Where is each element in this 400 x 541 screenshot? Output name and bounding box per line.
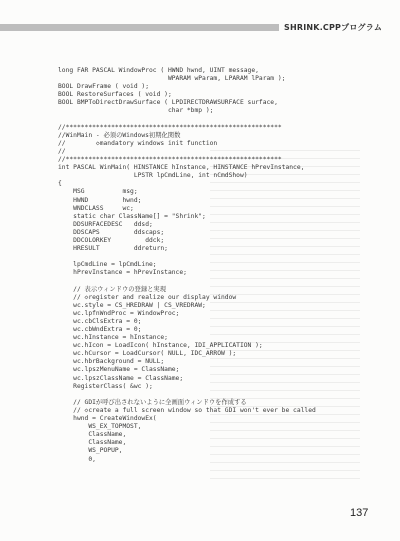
code-listing bbox=[58, 67, 348, 464]
code-line: wc.cbClsExtra = 0; bbox=[58, 317, 142, 325]
code-line: HWND hwnd; bbox=[58, 196, 142, 204]
code-line: WNDCLASS wc; bbox=[58, 204, 134, 212]
code-line: wc.lpszClassName = ClassName; bbox=[58, 374, 184, 382]
code-line: wc.lpszMenuName = ClassName; bbox=[58, 366, 180, 374]
code-line: WS_POPUP, bbox=[58, 447, 123, 455]
code-line: ClassName, bbox=[58, 439, 127, 447]
code-line: DDSURFACEDESC ddsd; bbox=[58, 220, 153, 228]
code-line: // ◇register and realize our display window bbox=[58, 293, 237, 301]
code-line: DDCOLORKEY ddck; bbox=[58, 236, 165, 244]
code-line: //********************************************************* bbox=[58, 156, 282, 164]
code-line: MSG msg; bbox=[58, 188, 138, 196]
code-line: { bbox=[58, 180, 62, 188]
code-line: wc.hIcon = LoadIcon( hInstance, IDI_APPLICATION ); bbox=[58, 342, 263, 350]
code-line: wc.cbWndExtra = 0; bbox=[58, 326, 142, 333]
code-line: //WinMain - 必須のWindows初期化関数 bbox=[58, 131, 181, 139]
code-line: char *bmp ); bbox=[58, 107, 214, 115]
code-line bbox=[58, 116, 348, 124]
code-line: BOOL BMPToDirectDrawSurface ( LPDIRECTDRAWSURFACE surface, bbox=[58, 99, 278, 107]
code-line: lpCmdLine = lpCmdLine; bbox=[58, 261, 157, 269]
code-line: wc.lpfnWndProc = WindowProc; bbox=[58, 309, 180, 317]
code-line: // ◇create a full screen window so that GDI won't ever be called bbox=[58, 406, 316, 414]
code-line: int PASCAL WinMain( HINSTANCE hInstance, HINSTANCE hPrevInstance, bbox=[58, 164, 305, 172]
code-line: HRESULT ddreturn; bbox=[58, 245, 168, 253]
code-line: //********************************************************* bbox=[58, 123, 282, 131]
code-line: long FAR PASCAL WindowProc ( HWND hwnd, UINT message, bbox=[58, 67, 259, 74]
code-line: static char ClassName[] = "Shrink"; bbox=[58, 212, 206, 220]
code-line: // ◇mandatory windows init function bbox=[58, 139, 218, 147]
code-line bbox=[58, 277, 348, 285]
code-line: // GDIが呼び出されないように全画面ウィンドウを作成する bbox=[58, 398, 247, 406]
code-line: RegisterClass( &wc ); bbox=[58, 382, 153, 390]
code-line: BOOL DrawFrame ( void ); bbox=[58, 83, 149, 91]
code-line: // bbox=[58, 147, 66, 155]
page-number: 137 bbox=[350, 507, 369, 519]
code-line: DDSCAPS ddscaps; bbox=[58, 228, 165, 236]
running-header-title: SHRINK.CPPプログラム bbox=[284, 23, 383, 32]
code-line: wc.hInstance = hInstance; bbox=[58, 334, 168, 342]
code-line: wc.style = CS_HREDRAW | CS_VREDRAW; bbox=[58, 301, 206, 309]
code-line: BOOL RestoreSurfaces ( void ); bbox=[58, 91, 172, 99]
code-line: hwnd = CreateWindowEx( bbox=[58, 415, 157, 423]
code-line: LPSTR lpCmdLine, int nCmdShow) bbox=[58, 172, 248, 180]
code-line: 0, bbox=[58, 455, 96, 463]
code-line: hPrevInstance = hPrevInstance; bbox=[58, 269, 187, 277]
code-line: // 表示ウィンドウの登録と実現 bbox=[58, 285, 167, 293]
code-line bbox=[58, 391, 348, 399]
code-line bbox=[58, 253, 348, 261]
code-line: WS_EX_TOPMOST, bbox=[58, 423, 142, 431]
code-line: ClassName, bbox=[58, 431, 127, 439]
code-line: WPARAM wParam, LPARAM lParam ); bbox=[58, 75, 286, 83]
header-rule-bar bbox=[0, 24, 279, 31]
code-line: wc.hbrBackground = NULL; bbox=[58, 358, 165, 366]
code-line: wc.hCursor = LoadCursor( NULL, IDC_ARROW ); bbox=[58, 350, 237, 358]
